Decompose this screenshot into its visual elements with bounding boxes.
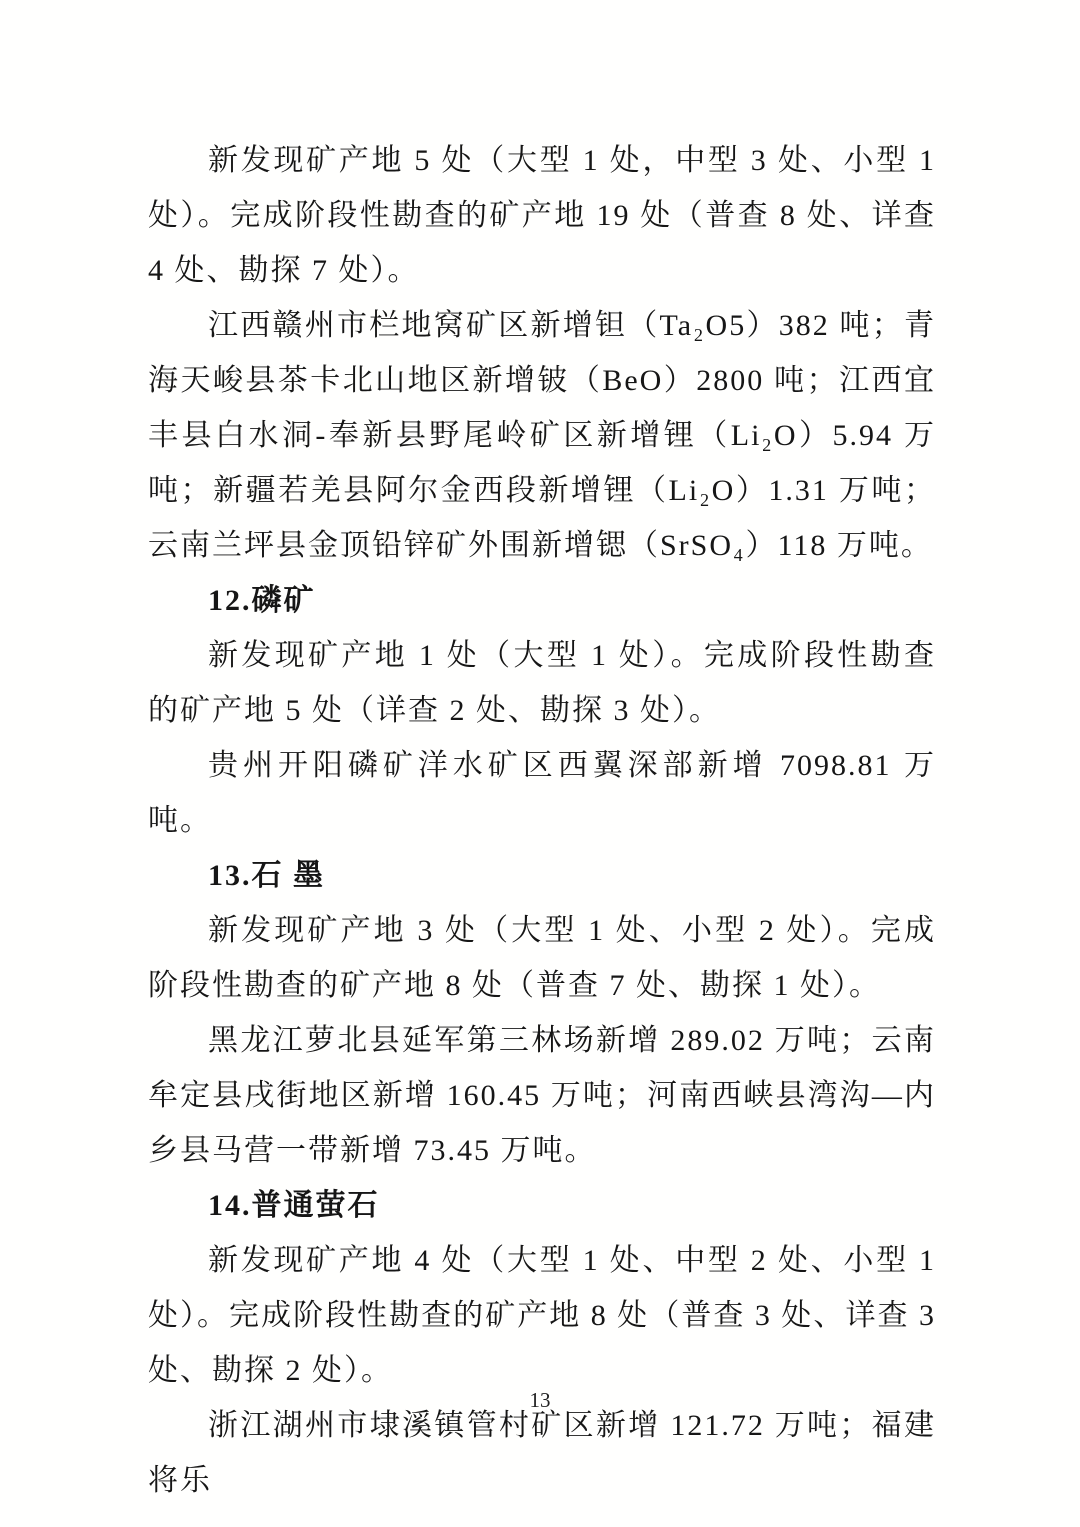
heading-12-phosphate: 12.磷矿: [208, 584, 316, 617]
para-phosphate-increase: 贵州开阳磷矿洋水矿区西翼深部新增 7098.81 万吨。: [148, 749, 936, 837]
para-minerals-overview: 新发现矿产地 5 处（大型 1 处，中型 3 处、小型 1 处）。完成阶段性勘查的矿产地 19 处（普查 8 处、详查 4 处、勘探 7 处）。: [148, 144, 936, 287]
para-graphite-overview: 新发现矿产地 3 处（大型 1 处、小型 2 处）。完成阶段性勘查的矿产地 8 处（普查 7 处、勘探 1 处）。: [148, 914, 936, 1002]
para-fluorite-overview: 新发现矿产地 4 处（大型 1 处、中型 2 处、小型 1 处）。完成阶段性勘查的矿产地 8 处（普查 3 处、详查 3 处、勘探 2 处）。: [148, 1244, 936, 1387]
para-rare-metal-increases: 江西赣州市栏地窝矿区新增钽（Ta₂O5）382 吨；青海天峻县茶卡北山地区新增铍（BeO）2800 吨；江西宜丰县白水洞-奉新县野尾岭矿区新增锂（Li₂O）5.94 万吨；新疆若羌县阿尔金西段新增锂（Li₂O）1.31 万吨；云南兰坪县金顶铅锌矿外围新增锶（SrSO₄）118 万吨。: [148, 309, 936, 562]
para-phosphate-overview: 新发现矿产地 1 处（大型 1 处）。完成阶段性勘查的矿产地 5 处（详查 2 处、勘探 3 处）。: [148, 639, 936, 727]
heading-14-fluorite: 14.普通萤石: [208, 1189, 380, 1222]
para-graphite-increases: 黑龙江萝北县延军第三林场新增 289.02 万吨；云南牟定县戌街地区新增 160.45 万吨；河南西峡县湾沟—内乡县马营一带新增 73.45 万吨。: [148, 1024, 936, 1167]
page-number: 13: [529, 1388, 551, 1412]
para-fluorite-increase: 浙江湖州市埭溪镇管村矿区新增 121.72 万吨；福建将乐: [148, 1409, 936, 1497]
document-text-block: [148, 133, 936, 1508]
heading-13-graphite: 13.石 墨: [208, 859, 325, 892]
